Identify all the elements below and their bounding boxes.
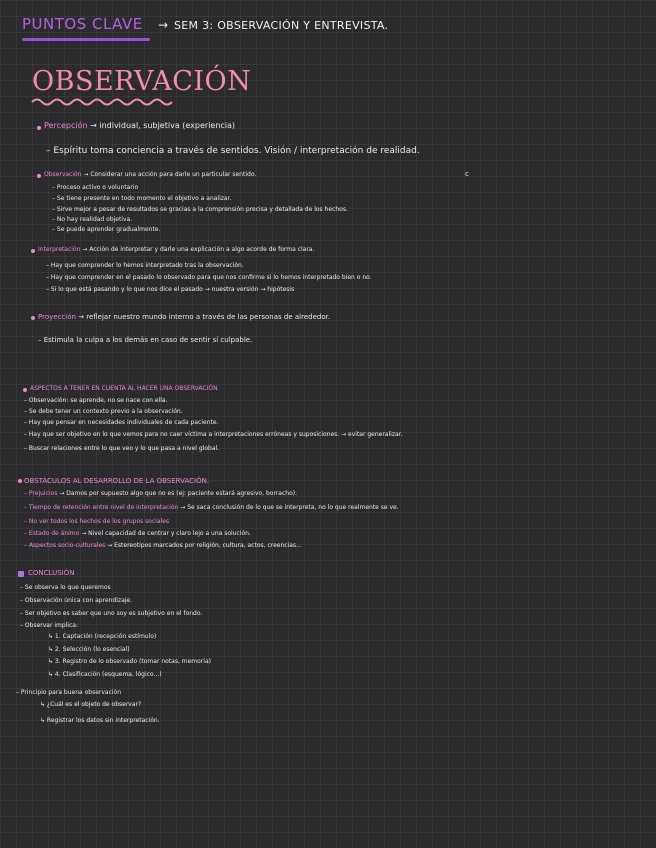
note-text: ↳ 4. Clasificación (esquema, lógico...)	[48, 671, 162, 678]
note-text: – Estimula la culpa a los demás en caso de sentir sí culpable.	[38, 336, 253, 344]
note-text: – Se debe tener un contexto previo a la observación.	[24, 408, 183, 415]
note-text: – Se tiene presente en todo momento el objetivo a analizar.	[52, 195, 232, 202]
note-text: – Observación: se aprende, no se nace con ella.	[24, 397, 168, 404]
note-line	[24, 519, 169, 526]
bullet-dot-proyeccion	[31, 316, 35, 320]
note-text: ↳ 1. Captación (recepción estímulo)	[48, 633, 157, 640]
note-line	[52, 217, 132, 224]
header-underline	[22, 38, 150, 41]
note-line	[52, 185, 138, 192]
note-keyword: – Tiempo de retención entre nivel de interpretación	[24, 504, 179, 511]
note-line	[24, 432, 402, 439]
note-line	[46, 263, 244, 270]
note-line	[46, 146, 420, 156]
note-text: → Damos por supuesto algo que no es (ej: paciente estará agresivo, borracho).	[57, 490, 298, 497]
note-line	[24, 420, 218, 427]
note-text: – Proceso activo o voluntario	[52, 184, 139, 191]
note-text: – Principio para buena observación	[16, 689, 122, 696]
note-line	[38, 336, 252, 344]
note-text: – Se observa lo que queremos	[20, 584, 111, 591]
note-text: – Espíritu toma conciencia a través de sentidos. Visión / interpretación de realidad.	[46, 146, 420, 156]
bullet-dot-interpretacion	[31, 249, 35, 253]
section-title: OBSERVACIÓN	[32, 66, 252, 97]
note-text: → Estereotipos marcados por religión, cultura, actos, creencias...	[105, 542, 302, 549]
note-keyword: CONCLUSIÓN	[28, 569, 75, 577]
note-line	[24, 491, 297, 498]
note-keyword: – No ver todos los hechos de los grupos sociales	[24, 518, 170, 525]
note-text: → reflejar nuestro mundo interno a través de las personas de alrededor.	[75, 313, 331, 321]
bullet-dot-percepcion	[37, 126, 41, 130]
note-line	[52, 227, 160, 234]
note-line	[48, 634, 156, 641]
note-line	[24, 409, 183, 416]
note-line	[24, 477, 209, 485]
note-line	[44, 121, 235, 130]
note-text: – Observar implica:	[20, 622, 78, 629]
bullet-dot-observacion	[37, 174, 41, 178]
note-line	[38, 247, 314, 254]
note-text: – Observación única con aprendizaje.	[20, 597, 133, 604]
note-keyword: ASPECTOS A TENER EN CUENTA AL HACER UNA OBSERVACIÓN	[30, 385, 218, 392]
note-line	[24, 543, 302, 550]
note-keyword: OBSTÁCULOS AL DESARROLLO DE LA OBSERVACIÓN.	[24, 477, 210, 485]
note-keyword: – Prejuicios	[24, 490, 58, 497]
conclusion-marker	[18, 571, 24, 577]
note-line	[20, 623, 78, 630]
header-arrow: →	[158, 18, 169, 32]
note-line	[40, 702, 141, 709]
note-line	[30, 386, 218, 393]
title-wave-underline	[30, 97, 180, 107]
note-line	[38, 313, 330, 321]
note-text: – Sirve mejor a pesar de resultados se gracias a la comprensión precisa y detallada de los hechos.	[52, 206, 348, 213]
note-line	[40, 718, 160, 725]
note-line	[46, 287, 294, 294]
note-text: → Nivel capacidad de centrar y claro lejo a una solución.	[79, 530, 251, 537]
note-keyword: – Aspectos socio-culturales	[24, 542, 106, 549]
note-line	[44, 172, 256, 179]
note-text: ↳ 2. Selección (lo esencial)	[48, 646, 130, 653]
note-text: ↳ Registrar los datos sin interpretación.	[40, 717, 160, 724]
header-title: PUNTOS CLAVE	[22, 15, 143, 33]
note-text: – Hay que comprender lo hemos interpretado tras la observación.	[46, 262, 244, 269]
note-keyword: Proyección	[38, 313, 76, 321]
note-text: – Hay que comprender en el pasado lo observado para que nos confirme si lo hemos interpretado bien o no.	[46, 274, 372, 281]
note-text: – Buscar relaciones entre lo que veo y lo que pasa a nivel global.	[24, 445, 220, 452]
note-line	[20, 611, 202, 618]
note-line	[24, 446, 219, 453]
note-text: → Se saca conclusión de lo que se interpreta, no lo que realmente se ve.	[178, 504, 399, 511]
note-text: ↳ ¿Cuál es el objeto de observar?	[40, 701, 142, 708]
note-text: c	[465, 170, 469, 178]
note-text: – Hay que ser objetivo en lo que vemos para no caer víctima a interpretaciones erróneas y suposiciones. → evitar generalizar.	[24, 431, 403, 438]
bullet-dot-obstaculos	[18, 479, 22, 483]
header-topic: SEM 3: OBSERVACIÓN Y ENTREVISTA.	[174, 19, 389, 32]
bullet-dot-aspectos	[23, 388, 27, 392]
note-line	[46, 275, 372, 282]
note-line	[24, 398, 167, 405]
note-text: → individual, subjetiva (experiencia)	[87, 121, 236, 130]
note-line	[48, 672, 162, 679]
note-line	[52, 196, 231, 203]
note-text: – Si lo que está pasando y lo que nos dice el pasado → nuestra versión → hipótesis	[46, 286, 295, 293]
note-keyword: Observación	[44, 171, 82, 178]
note-keyword: – Estado de ánimo	[24, 530, 80, 537]
note-text: → Acción de interpretar y darle una explicación a algo acorde de forma clara.	[80, 246, 315, 253]
note-keyword: Interpretación	[38, 246, 81, 253]
note-line	[24, 505, 399, 512]
note-text: → Considerar una acción para darle un particular sentido.	[81, 171, 257, 178]
note-line	[24, 531, 251, 538]
note-text: – Hay que pensar en necesidades individuales de cada paciente.	[24, 419, 219, 426]
note-text: ↳ 3. Registro de lo observado (tomar notas, memoria)	[48, 658, 211, 665]
note-line	[20, 585, 111, 592]
note-line	[20, 598, 132, 605]
note-keyword: Percepción	[44, 121, 88, 130]
note-line	[465, 170, 469, 178]
note-line	[16, 690, 121, 697]
note-line	[52, 207, 348, 214]
note-text: – Ser objetivo es saber que uno soy es subjetivo en el fondo.	[20, 610, 203, 617]
note-text: – No hay realidad objetiva.	[52, 216, 133, 223]
note-line	[48, 659, 211, 666]
note-line	[48, 647, 130, 654]
note-line	[28, 569, 74, 577]
note-text: – Se puede aprender gradualmente.	[52, 226, 161, 233]
